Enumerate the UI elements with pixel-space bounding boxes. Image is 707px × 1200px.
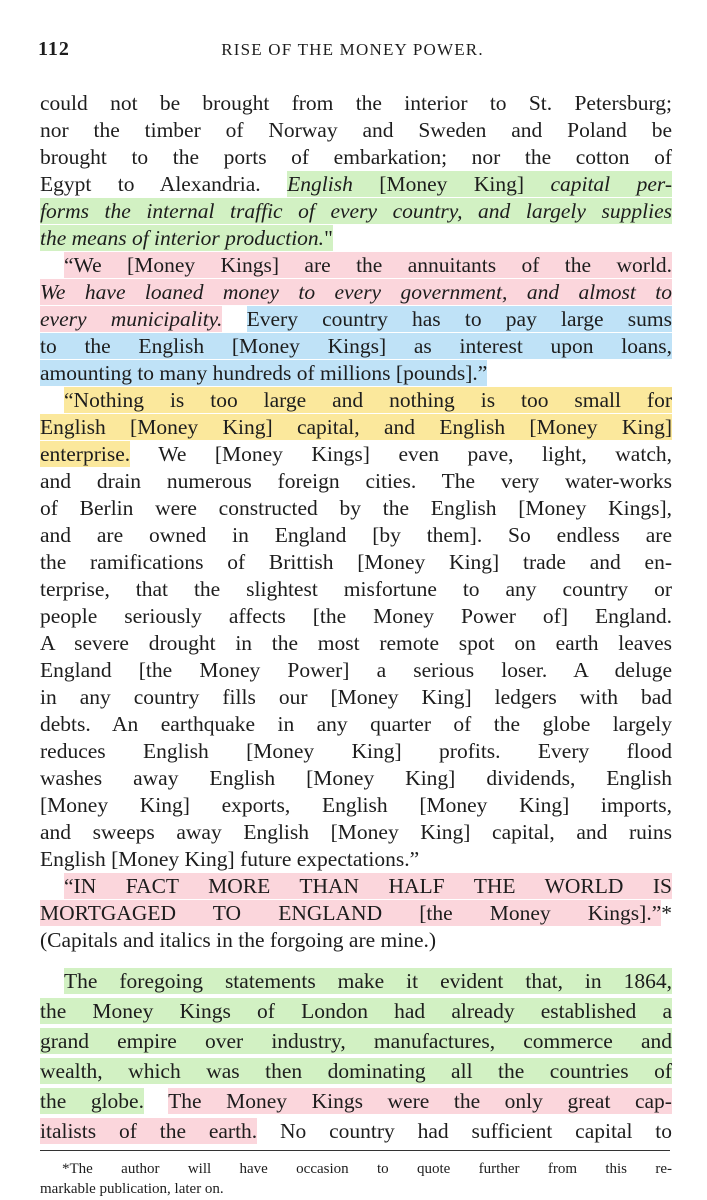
text-line xyxy=(40,441,672,468)
text-line: England [the Money Power] a serious loser. A deluge xyxy=(40,658,672,682)
italic-segment: the means of interior production. xyxy=(40,226,325,250)
text-line xyxy=(40,171,672,198)
text-line: people seriously affects [the Money Power of] England. xyxy=(40,604,672,628)
text-line xyxy=(40,1058,672,1085)
highlight-blue: amounting to many hundreds of millions [pounds].” xyxy=(40,361,488,385)
text-line: washes away English [Money King] dividends, English xyxy=(40,766,672,790)
text-line xyxy=(40,1118,672,1145)
text-line xyxy=(40,225,672,252)
footnote-marker: * xyxy=(661,901,672,925)
text-segment: We [Money Kings] even pave, light, watch, xyxy=(158,442,672,466)
text-line xyxy=(40,360,672,387)
text-line: reduces English [Money King] profits. Every flood xyxy=(40,739,672,763)
text-line: terprise, that the slightest misfortune to any country or xyxy=(40,577,672,601)
highlight-green xyxy=(40,225,333,251)
text-line xyxy=(40,306,672,333)
highlight-green: the globe. xyxy=(40,1089,144,1113)
text-line: brought to the ports of embarkation; nor the cotton of xyxy=(40,145,672,169)
text-line: nor the timber of Norway and Sweden and Poland be xyxy=(40,118,672,142)
highlight-pink: The Money Kings were the only great cap- xyxy=(168,1089,672,1113)
text-segment: [Money King] xyxy=(379,172,524,196)
text-line xyxy=(64,968,672,995)
text-line xyxy=(64,387,672,414)
highlight-green xyxy=(287,171,672,197)
highlight-blue: Every country has to pay large sums xyxy=(246,307,672,331)
italic-segment: English xyxy=(287,172,353,196)
running-header xyxy=(36,38,669,62)
italic-segment: capital per- xyxy=(550,172,672,196)
footnote-line: markable publication, later on. xyxy=(40,1181,224,1197)
highlight-green: forms the internal traffic of every country, and largely supplies xyxy=(40,199,672,223)
text-line: of Berlin were constructed by the English [Money Kings], xyxy=(40,496,672,520)
highlight-yellow: “Nothing is too large and nothing is too small for xyxy=(64,388,672,412)
text-line xyxy=(40,1028,672,1055)
running-title: RISE OF THE MONEY POWER. xyxy=(221,40,484,59)
text-line xyxy=(40,414,672,441)
highlight-green: The foregoing statements make it evident that, in 1864, xyxy=(64,969,672,993)
text-line xyxy=(40,900,672,927)
highlight-green: the Money Kings of London had already established a xyxy=(40,999,672,1023)
text-segment: Egypt to Alexandria. xyxy=(40,172,261,196)
text-line: and are owned in England [by them]. So endless are xyxy=(40,523,672,547)
footnote-line: *The author will have occasion to quote further from this re- xyxy=(62,1161,672,1177)
page-number: 112 xyxy=(38,38,70,60)
highlight-pink: “We [Money Kings] are the annuitants of the world. xyxy=(64,253,672,277)
text-line xyxy=(40,198,672,225)
highlight-pink: “IN FACT MORE THAN HALF THE WORLD IS xyxy=(64,874,672,898)
highlight-yellow: English [Money King] capital, and English [Money King] xyxy=(40,415,672,439)
text-line: and sweeps away English [Money King] capital, and ruins xyxy=(40,820,672,844)
text-line xyxy=(40,333,672,360)
text-line: A severe drought in the most remote spot on earth leaves xyxy=(40,631,672,655)
highlight-pink: We have loaned money to every government, and almost to xyxy=(40,280,672,304)
text-segment: No country had sufficient capital to xyxy=(280,1119,673,1143)
highlight-pink: MORTGAGED TO ENGLAND [the Money Kings].” xyxy=(40,901,662,925)
highlight-blue: to the English [Money Kings] as interest upon loans, xyxy=(40,334,672,358)
highlight-green: grand empire over industry, manufactures, commerce and xyxy=(40,1029,672,1053)
text-line: and drain numerous foreign cities. The very water-works xyxy=(40,469,672,493)
text-line: the ramifications of Brittish [Money King] trade and en- xyxy=(40,550,672,574)
text-line: (Capitals and italics in the forgoing are mine.) xyxy=(40,928,437,952)
text-line xyxy=(40,279,672,306)
text-line xyxy=(40,1088,672,1115)
text-segment: " xyxy=(324,226,333,250)
text-line: English [Money King] future expectations.” xyxy=(40,847,420,871)
text-line xyxy=(64,252,672,279)
text-line xyxy=(40,998,672,1025)
text-line: could not be brought from the interior to St. Petersburg; xyxy=(40,91,672,115)
highlight-pink: every municipality. xyxy=(40,307,223,331)
text-line: [Money King] exports, English [Money King] imports, xyxy=(40,793,672,817)
text-line: debts. An earthquake in any quarter of the globe largely xyxy=(40,712,672,736)
footnote-rule xyxy=(40,1150,670,1151)
text-line xyxy=(64,873,672,900)
highlight-green: wealth, which was then dominating all the countries of xyxy=(40,1059,672,1083)
highlight-yellow: enterprise. xyxy=(40,442,131,466)
text-line: in any country fills our [Money King] ledgers with bad xyxy=(40,685,672,709)
highlight-pink: italists of the earth. xyxy=(40,1119,258,1143)
